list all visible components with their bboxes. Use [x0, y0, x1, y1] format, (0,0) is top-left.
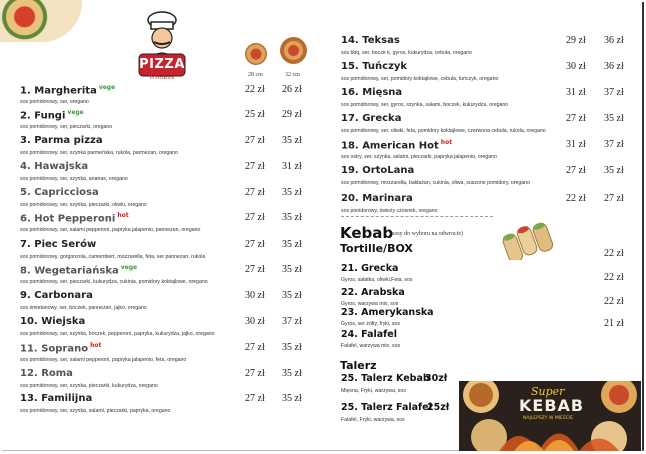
kebab-item-name: 21. Grecka: [341, 263, 399, 274]
pizza-desc: sos bbq, ser, bocze k, gyros, kukurydza, cebula, oregano: [341, 50, 472, 56]
talerz-item-name: 25. Talerz Kebab: [341, 373, 430, 384]
price-28cm: 25 zł: [245, 109, 265, 120]
kebab-item-desc: Gyros, warzywa mix, sos: [341, 301, 399, 307]
kebab-item-desc: Gyros, sałatka, oliwki,Feta, sos: [341, 277, 413, 283]
price-32cm: 37 zł: [282, 316, 302, 327]
pizza-desc: sos pomidorowy, ser, szynka, boczek, pepperoni, papryka, kukurydza, jajko, oregano: [20, 331, 215, 337]
talerz-title: Talerz: [340, 359, 377, 372]
pizza-name: 4. Hawajska: [20, 161, 89, 172]
price-32cm: 37 zł: [604, 139, 624, 150]
pizza-badge: vege: [98, 84, 116, 91]
price-28cm: 31 zł: [566, 87, 586, 98]
talerz-item-desc: Mięsna, Fryki, warzywa, sos: [341, 388, 406, 394]
price-28cm: 27 zł: [245, 342, 265, 353]
pizza-desc: sos pomidorowy, ser, szynka, pieczarki, oliwki, oregano: [20, 202, 147, 208]
kebab-item-price: 22 zł: [604, 296, 624, 307]
pizza-badge: hot: [90, 342, 102, 349]
pizza-desc: sos pomidorowy, ser, szynka, pieczarki, kukurydza, oregano: [20, 383, 158, 389]
pizza-desc: sos pomidorowy, ser, oliwki, feta, pomidory koktajlowe, czerwona cebula, rukola, oregano: [341, 128, 546, 134]
price-32cm: 35 zł: [604, 165, 624, 176]
pizza-name: 17. Grecka: [341, 113, 402, 124]
pizza-desc: sos ponidorowy, świeży czosnek, oregano: [341, 208, 438, 214]
logo-text: PIZZA: [139, 57, 185, 72]
pizza-name: 6. Hot Pepperoni $^{hot}$: [20, 212, 129, 225]
pizza-small-icon: [245, 43, 267, 65]
price-32cm: 36 zł: [604, 61, 624, 72]
pizza-desc: sos pomidorowy, ser, salami pepperoni, papryka jalapenio, pannezan, oregano: [20, 227, 201, 233]
pizza-name: 8. Wegetariańska $^{vege}$: [20, 264, 138, 277]
pizza-badge: hot: [117, 212, 129, 219]
price-28cm: 22 zł: [245, 84, 265, 95]
talerz-item-desc: Falafel, Fryki, warzywa, sos: [341, 417, 405, 423]
pizza-name: 10. Wiejska: [20, 316, 86, 327]
pizza-desc: sos pomidorowy, ser, szynka parmeńska, rukola, parmezan, oregano: [20, 150, 178, 156]
kebab-title: Kebab: [340, 224, 394, 242]
banner-super: Super: [531, 385, 565, 398]
price-32cm: 35 zł: [282, 393, 302, 404]
pizza-name: 9. Carbonara: [20, 290, 93, 301]
banner-tagline: NAJLEPSZY W MIEŚCIE: [523, 416, 574, 421]
pizza-name: 13. Familijna: [20, 393, 93, 404]
banner-kebab: KEBAB: [519, 396, 585, 415]
price-28cm: 29 zł: [566, 35, 586, 46]
price-32cm: 35 zł: [282, 239, 302, 250]
kebab-item-desc: Falafel, warzywa mix, sos: [341, 343, 401, 349]
price-32cm: 35 zł: [604, 113, 624, 124]
price-28cm: 27 zł: [566, 165, 586, 176]
price-28cm: 30 zł: [566, 61, 586, 72]
price-32cm: 36 zł: [604, 35, 624, 46]
pizza-badge: hot: [440, 139, 453, 146]
kebab-item-price: 21 zł: [604, 318, 624, 329]
chef-logo: [138, 10, 186, 88]
kebab-note: (sosy do wyboru na odwrocie): [390, 231, 463, 237]
price-28cm: 27 zł: [245, 264, 265, 275]
price-32cm: 35 zł: [282, 187, 302, 198]
pizza-desc: sos pomidorowy, ser, gyros, szynka, salami, boczek, kukurydza, oregano: [341, 102, 509, 108]
pizza-name: 3. Parma pizza: [20, 135, 103, 146]
price-32cm: 29 zł: [282, 109, 302, 120]
talerz-item-price: 25zł: [427, 402, 450, 413]
pizza-desc: sos pomidorowy, mozzarella, bakłażan, cukinia, oliwa, suszone pomidory, oregano: [341, 180, 530, 186]
price-32cm: 31 zł: [282, 161, 302, 172]
price-32cm: 35 zł: [282, 135, 302, 146]
price-32cm: 27 zł: [604, 193, 624, 204]
pizza-name: 19. OrtoLana: [341, 165, 415, 176]
pizza-badge: vege: [120, 264, 138, 271]
pizza-desc: sos pomidorowy, ser, pieczarki, kukurydza, cukinia, pomidory koktajlowe, oregano: [20, 279, 208, 285]
kebab-item-price: 22 zł: [604, 272, 624, 283]
pizza-name: 1. Margherita $^{vege}$: [20, 84, 116, 97]
price-32cm: 35 zł: [282, 368, 302, 379]
pizza-desc: sos pomidorowy, ser, salami pepperoni, papryka jalapenio, feta, oregano: [20, 357, 187, 363]
pizza-name: 16. Mięsna: [341, 87, 403, 98]
pizza-name: 2. Fungi $^{vege}$: [20, 109, 84, 122]
pizza-name: 5. Capricciosa: [20, 187, 99, 198]
pizza-name: 20. Marinara: [341, 193, 413, 204]
pizza-badge: vege: [67, 109, 84, 116]
pizza-name: 7. Piec Serów: [20, 239, 97, 250]
section-divider: [341, 216, 493, 217]
price-32cm: 35 zł: [282, 264, 302, 275]
talerz-item-name: 25. Talerz Falafel: [341, 402, 432, 413]
size-large-label: 32 cm: [285, 72, 300, 78]
price-28cm: 30 zł: [245, 290, 265, 301]
kebab-first-price: 22 zł: [604, 248, 624, 259]
price-32cm: 37 zł: [604, 87, 624, 98]
kebab-wraps-photo: [498, 220, 562, 260]
kebab-subtitle: Tortille/BOX: [340, 242, 413, 255]
price-28cm: 27 zł: [245, 393, 265, 404]
price-32cm: 35 zł: [282, 342, 302, 353]
pizza-name: 12. Roma: [20, 368, 73, 379]
pizza-desc: sos pomidorowy, ser, pomidory koktajlowe, cebula, tuńczyk, oregano: [341, 76, 499, 82]
pizza-name: 11. Soprano $^{hot}$: [20, 342, 102, 355]
price-28cm: 27 zł: [245, 135, 265, 146]
pizza-desc: sos pomidorowy, ser, szynka, ananas, oregano: [20, 176, 128, 182]
super-kebab-banner: [459, 381, 641, 451]
pizza-desc: sos pomidorowy, gorgonzola, camembert, mozzarella, feta, ser pannezan, rukola: [20, 254, 206, 260]
price-28cm: 22 zł: [566, 193, 586, 204]
price-28cm: 27 zł: [245, 161, 265, 172]
pizza-desc: sos pomidorowy, ser, oregano: [20, 99, 89, 105]
pizza-name: 15. Tuńczyk: [341, 61, 408, 72]
pizza-desc: sos pomidorowy, ser, szynka, salami, pieczarki, papryka, oregano: [20, 408, 171, 414]
price-28cm: 27 zł: [245, 368, 265, 379]
price-32cm: 26 zł: [282, 84, 302, 95]
size-small-label: 28 cm: [248, 72, 263, 78]
kebab-item-desc: Gyros, ser żółty, fryki, sos: [341, 321, 400, 327]
pizza-desc: sos pomidorowy, ser, pieczarki, oregano: [20, 124, 113, 130]
kebab-item-name: 22. Arabska: [341, 287, 405, 298]
talerz-item-price: 30zł: [425, 373, 448, 384]
kebab-item-name: 23. Amerykanska: [341, 307, 434, 318]
kebab-item-name: 24. Falafel: [341, 329, 397, 340]
price-28cm: 31 zł: [566, 139, 586, 150]
logo-subtext: Pi Pizzerion: [149, 76, 175, 81]
pizza-name: 14. Teksas: [341, 35, 400, 46]
price-28cm: 30 zł: [245, 316, 265, 327]
pizza-name: 18. American Hot $^{hot}$: [341, 139, 453, 152]
price-32cm: 35 zł: [282, 212, 302, 223]
pizza-large-icon: [280, 37, 307, 64]
pizza-desc: sos ostry, ser, szynka, salami, pieczarki, papryka jalapenio, oregano: [341, 154, 497, 160]
price-28cm: 27 zł: [245, 187, 265, 198]
price-28cm: 27 zł: [245, 239, 265, 250]
price-32cm: 35 zł: [282, 290, 302, 301]
pizza-desc: sos śmietanowy, ser, boczek, pannezan, jajko, oregano: [20, 305, 147, 311]
price-28cm: 27 zł: [245, 212, 265, 223]
price-28cm: 27 zł: [566, 113, 586, 124]
